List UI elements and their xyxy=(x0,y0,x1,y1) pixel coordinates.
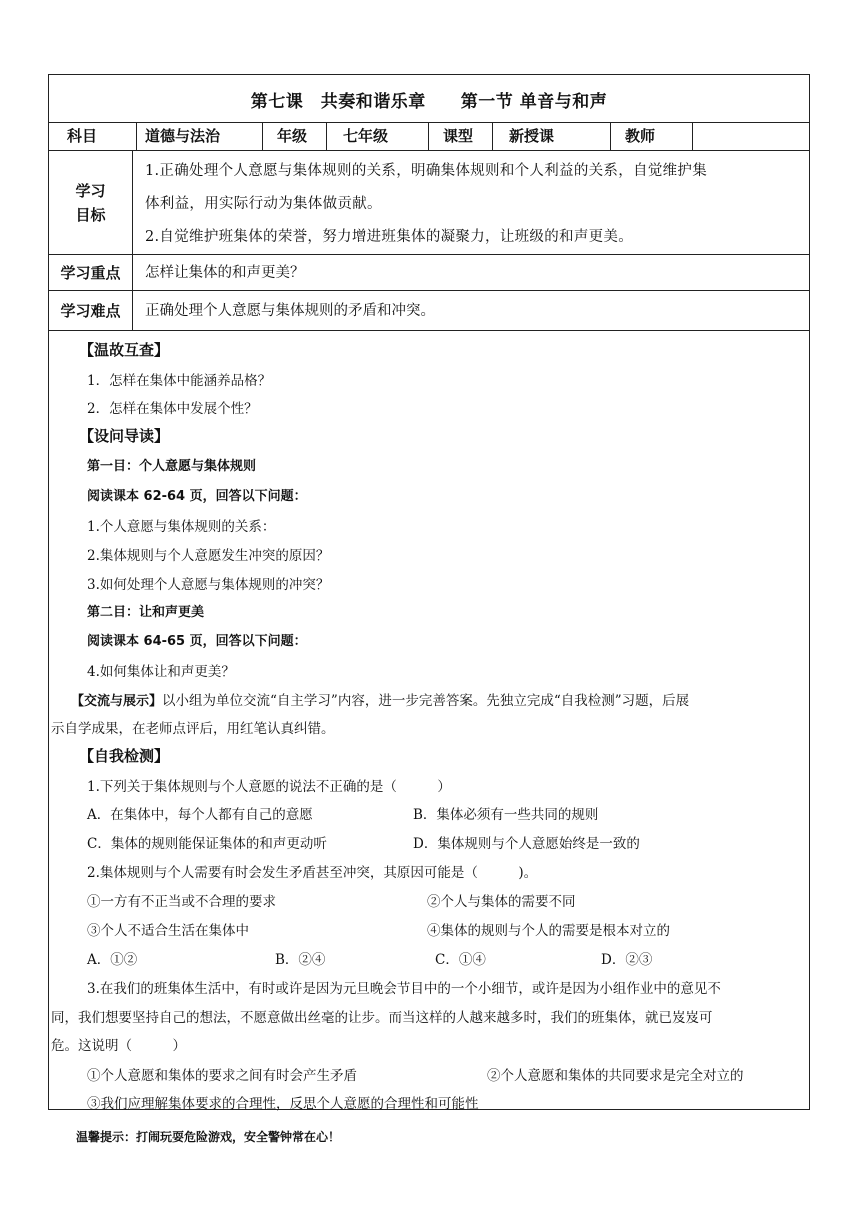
goals-label-line-2: 目标 xyxy=(75,205,106,224)
guide-part-1-instruction: 阅读课本 62-64 页，回答以下问题： xyxy=(87,489,307,504)
exchange-text-2: 示自学成果，在老师点评后，用红笔认真纠错。 xyxy=(51,721,335,737)
selftest-question-3-line-3: 危。这说明（ ） xyxy=(51,1038,186,1054)
selftest-question-3-line-1: 3.在我们的班集体生活中，有时或许是因为元旦晚会节目中的一个小细节，或许是因为小组作业中的意见不 xyxy=(87,981,721,997)
goals-label-line-1: 学习 xyxy=(75,181,106,200)
difficulty-row xyxy=(49,291,809,331)
guide-question-2: 2.集体规则与个人意愿发生冲突的原因？ xyxy=(87,548,330,564)
exchange-line-1 xyxy=(71,689,689,709)
selftest-q3-statement-1: ①个人意愿和集体的要求之间有时会产生矛盾 xyxy=(87,1068,357,1084)
key-point-label: 学习重点 xyxy=(49,255,133,290)
selftest-q2-option-d: D．②③ xyxy=(601,952,653,968)
teacher-label: 教师 xyxy=(611,123,693,150)
review-heading: 【温故互查】 xyxy=(79,341,170,359)
lesson-type-value: 新授课 xyxy=(493,123,611,150)
guide-part-1-title: 第一目：个人意愿与集体规则 xyxy=(87,459,257,474)
difficulty-label: 学习难点 xyxy=(49,291,133,330)
exchange-heading: 【交流与展示】 xyxy=(71,694,163,709)
selftest-heading: 【自我检测】 xyxy=(79,747,170,765)
selftest-q2-statement-4: ④集体的规则与个人的需要是根本对立的 xyxy=(427,923,670,939)
goal-line-1: 1.正确处理个人意愿与集体规则的关系，明确集体规则和个人利益的关系，自觉维护集 xyxy=(145,163,708,179)
selftest-q2-statement-1: ①一方有不正当或不合理的要求 xyxy=(87,894,276,910)
difficulty-text: 正确处理个人意愿与集体规则的矛盾和冲突。 xyxy=(145,303,435,319)
grade-value: 七年级 xyxy=(327,123,429,150)
goal-line-3: 2.自觉维护班集体的荣誉，努力增进班集体的凝聚力，让班级的和声更美。 xyxy=(145,229,634,245)
worksheet-table xyxy=(48,74,810,1110)
learning-goals-content xyxy=(133,151,809,254)
subject-label: 科目 xyxy=(49,123,137,150)
guide-question-3: 3.如何处理个人意愿与集体规则的冲突？ xyxy=(87,577,330,593)
guide-heading: 【设问导读】 xyxy=(79,427,170,445)
guide-part-2-title: 第二目：让和声更美 xyxy=(87,605,205,620)
safety-tip: 温馨提示：打闹玩耍危险游戏，安全警钟常在心！ xyxy=(76,1130,341,1144)
selftest-q2-statement-3: ③个人不适合生活在集体中 xyxy=(87,923,249,939)
selftest-q2-option-c: C．①④ xyxy=(435,952,486,968)
grade-label: 年级 xyxy=(263,123,327,150)
page-title: 第七课 共奏和谐乐章 第一节 单音与和声 xyxy=(250,92,608,112)
review-question-2: 2．怎样在集体中发展个性？ xyxy=(87,401,258,417)
subject-value: 道德与法治 xyxy=(137,123,263,150)
study-body xyxy=(49,331,809,1112)
selftest-question-2: 2.集体规则与个人需要有时会发生矛盾甚至冲突，其原因可能是（ )。 xyxy=(87,865,538,881)
selftest-q2-option-a: A．①② xyxy=(87,952,138,968)
selftest-q1-option-c: C．集体的规则能保证集体的和声更动听 xyxy=(87,836,327,852)
selftest-q3-statement-2: ②个人意愿和集体的共同要求是完全对立的 xyxy=(487,1068,744,1084)
info-row xyxy=(49,123,809,151)
goal-line-2: 体利益，用实际行动为集体做贡献。 xyxy=(145,196,382,212)
learning-goals-label xyxy=(49,151,133,254)
selftest-q2-option-b: B．②④ xyxy=(275,952,326,968)
review-question-1: 1．怎样在集体中能涵养品格？ xyxy=(87,373,272,389)
selftest-q3-statement-3: ③我们应理解集体要求的合理性，反思个人意愿的合理性和可能性 xyxy=(87,1096,479,1112)
teacher-value[interactable] xyxy=(693,123,809,150)
guide-part-2-instruction: 阅读课本 64-65 页，回答以下问题： xyxy=(87,634,307,649)
selftest-question-3-line-2: 同，我们想要坚持自己的想法，不愿意做出丝毫的让步。而当这样的人越来越多时，我们的班集体，就已岌岌可 xyxy=(51,1010,713,1026)
selftest-q1-option-b: B．集体必须有一些共同的规则 xyxy=(413,807,599,823)
key-point-row xyxy=(49,255,809,291)
guide-question-4: 4.如何集体让和声更美？ xyxy=(87,664,235,680)
guide-question-1: 1.个人意愿与集体规则的关系： xyxy=(87,519,276,535)
selftest-q1-option-a: A．在集体中，每个人都有自己的意愿 xyxy=(87,807,313,823)
lesson-type-label: 课型 xyxy=(429,123,493,150)
key-point-text: 怎样让集体的和声更美？ xyxy=(145,265,305,281)
title-row xyxy=(49,75,809,123)
selftest-question-1: 1.下列关于集体规则与个人意愿的说法不正确的是（ ） xyxy=(87,779,451,795)
selftest-q1-option-d: D．集体规则与个人意愿始终是一致的 xyxy=(413,836,640,852)
exchange-text-1: 以小组为单位交流“自主学习”内容，进一步完善答案。先独立完成“自我检测”习题，后展 xyxy=(162,693,690,709)
selftest-q2-statement-2: ②个人与集体的需要不同 xyxy=(427,894,576,910)
learning-goals-row xyxy=(49,151,809,255)
